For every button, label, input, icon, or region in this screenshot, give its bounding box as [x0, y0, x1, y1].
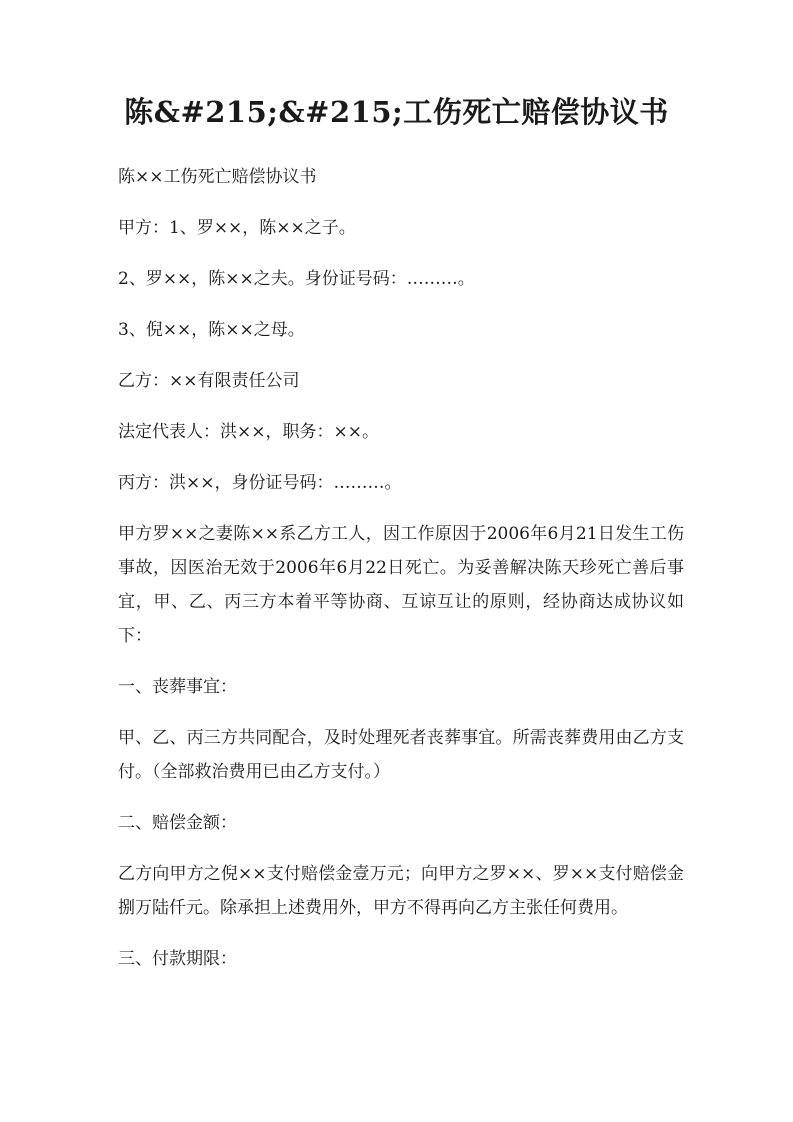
- section-heading-payment-term: 三、付款期限：: [118, 949, 237, 969]
- party-a-item-1: 甲方：1、罗××，陈××之子。: [118, 218, 356, 238]
- section-heading-compensation: 二、赔偿金额：: [118, 813, 237, 833]
- party-b: 乙方：××有限责任公司: [118, 371, 300, 391]
- party-c: 丙方：洪××，身份证号码：………。: [118, 473, 402, 493]
- legal-representative: 法定代表人：洪××，职务：××。: [118, 422, 379, 442]
- subtitle-paragraph: 陈××工伤死亡赔偿协议书: [118, 167, 317, 187]
- document-body: [118, 160, 684, 993]
- document-title: 陈&#215;&#215;工伤死亡赔偿协议书: [124, 95, 669, 129]
- compensation-paragraph: 乙方向甲方之倪××支付赔偿金壹万元；向甲方之罗××、罗××支付赔偿金捌万陆仟元。除承担上述费用外，甲方不得再向乙方主张任何费用。: [118, 864, 684, 918]
- funeral-paragraph: 甲、乙、丙三方共同配合，及时处理死者丧葬事宜。所需丧葬费用由乙方支付。（全部救治费用已由乙方支付。）: [118, 728, 684, 782]
- party-a-item-3: 3、倪××，陈××之母。: [118, 320, 305, 340]
- section-heading-funeral: 一、丧葬事宜：: [118, 677, 237, 697]
- party-a-item-2: 2、罗××，陈××之夫。身份证号码：………。: [118, 269, 475, 289]
- background-paragraph: 甲方罗××之妻陈××系乙方工人，因工作原因于2006年6月21日发生工伤事故，因医治无效于2006年6月22日死亡。为妥善解决陈天珍死亡善后事宜，甲、乙、丙三方本着平等协商、互谅互让的原则，经协商达成协议如下：: [118, 524, 684, 646]
